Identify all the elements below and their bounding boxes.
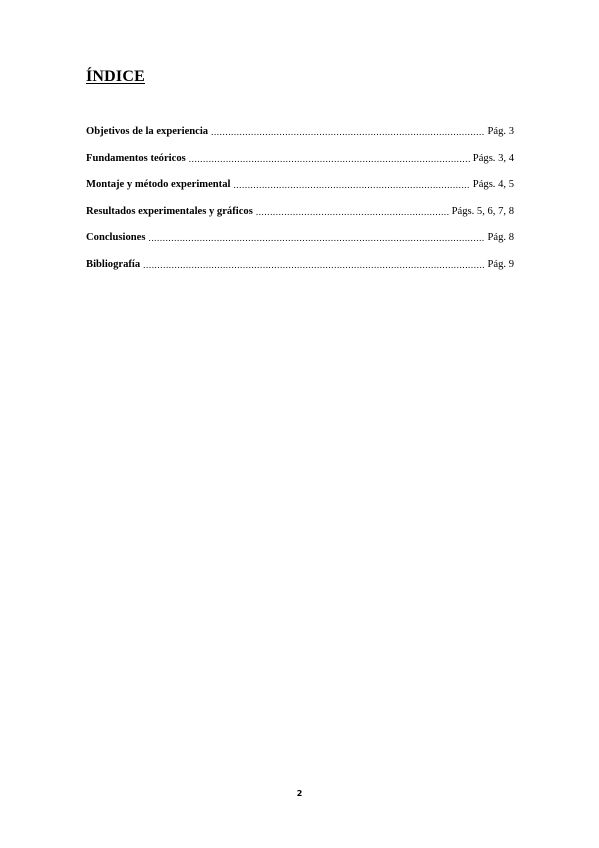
- toc-entry-page: Págs. 5, 6, 7, 8: [451, 205, 514, 217]
- toc-entry-label: Montaje y método experimental: [86, 179, 231, 191]
- toc-leader-dots: [189, 151, 470, 167]
- toc-entry-page: Págs. 4, 5: [472, 179, 514, 191]
- toc-entry-fundamentos: [86, 151, 514, 178]
- toc-leader-dots: [211, 124, 484, 140]
- toc-entry-page: Págs. 3, 4: [472, 152, 514, 164]
- toc-entry-objetivos: [86, 124, 514, 151]
- toc-entry-page: Pág. 8: [487, 232, 514, 244]
- toc-entry-label: Fundamentos teóricos: [86, 152, 186, 164]
- toc-leader-dots: [143, 257, 484, 273]
- toc-entry-label: Conclusiones: [86, 232, 146, 244]
- toc-leader-dots: [148, 230, 484, 246]
- toc-leader-dots: [233, 177, 469, 193]
- toc-entry-resultados: [86, 204, 514, 231]
- toc-entry-bibliografia: [86, 257, 514, 284]
- toc-entry-page: Pág. 3: [487, 126, 514, 137]
- toc-entry-montaje: [86, 177, 514, 204]
- toc-entry-label: Resultados experimentales y gráficos: [86, 205, 253, 217]
- page-number: 2: [296, 789, 303, 798]
- toc-leader-dots: [256, 204, 449, 220]
- toc-entry-conclusiones: [86, 230, 514, 257]
- page-title: ÍNDICE: [86, 68, 145, 85]
- toc-entry-label: Objetivos de la experiencia: [86, 126, 209, 137]
- table-of-contents: [86, 124, 514, 284]
- toc-entry-page: Pág. 9: [487, 258, 514, 270]
- toc-entry-label: Bibliografía: [86, 258, 141, 270]
